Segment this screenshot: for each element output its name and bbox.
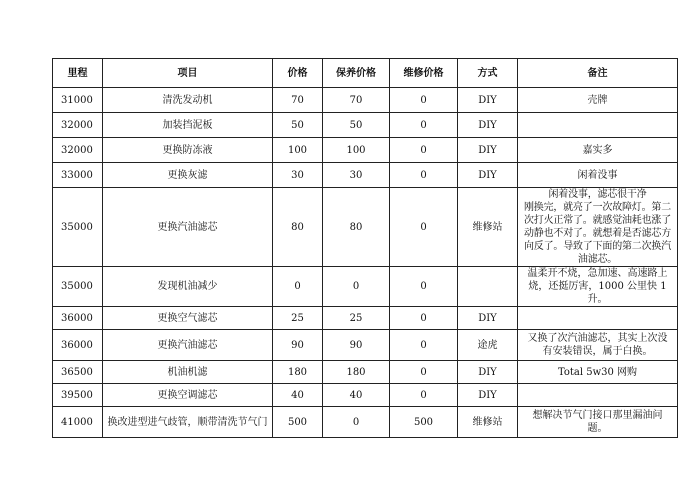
cell-item: 更换空调滤芯 <box>103 384 273 407</box>
cell-item: 发现机油减少 <box>103 267 273 307</box>
cell-repair-price: 0 <box>390 113 458 138</box>
cell-price: 80 <box>273 188 323 267</box>
cell-remark <box>518 307 678 330</box>
cell-price: 100 <box>273 138 323 163</box>
cell-mileage: 36500 <box>53 361 103 384</box>
cell-mileage: 36000 <box>53 307 103 330</box>
cell-mileage: 31000 <box>53 88 103 113</box>
cell-remark <box>518 384 678 407</box>
header-mileage: 里程 <box>53 59 103 88</box>
cell-remark: 嘉实多 <box>518 138 678 163</box>
cell-repair-price: 0 <box>390 188 458 267</box>
cell-price: 30 <box>273 163 323 188</box>
cell-remark: 闲着没事，滤芯很干净 刚换完，就亮了一次故障灯。第二次打火正常了。就感觉油耗也涨了 动静也不对了。就想着是否滤芯方向反了。导致了下面的第二次换汽油滤芯。 <box>518 188 678 267</box>
cell-remark: 又换了次汽油滤芯，其实上次没有安装错误，属于白换。 <box>518 330 678 361</box>
header-item: 项目 <box>103 59 273 88</box>
cell-method: DIY <box>458 113 518 138</box>
cell-price: 25 <box>273 307 323 330</box>
cell-maintenance-price: 0 <box>323 407 390 438</box>
cell-method: 维修站 <box>458 407 518 438</box>
table-row <box>53 407 678 438</box>
cell-price: 180 <box>273 361 323 384</box>
cell-mileage: 35000 <box>53 267 103 307</box>
cell-item: 更换汽油滤芯 <box>103 188 273 267</box>
table-row <box>53 113 678 138</box>
cell-remark: 温柔开不烧，急加速、高速路上烧，还挺厉害，1000 公里快 1 升。 <box>518 267 678 307</box>
cell-repair-price: 0 <box>390 307 458 330</box>
cell-method: DIY <box>458 88 518 113</box>
cell-price: 500 <box>273 407 323 438</box>
cell-remark: 想解决节气门接口那里漏油问题。 <box>518 407 678 438</box>
cell-method: 维修站 <box>458 188 518 267</box>
cell-mileage: 35000 <box>53 188 103 267</box>
table-row <box>53 361 678 384</box>
cell-repair-price: 0 <box>390 361 458 384</box>
cell-repair-price: 0 <box>390 88 458 113</box>
cell-maintenance-price: 100 <box>323 138 390 163</box>
cell-item: 机油机滤 <box>103 361 273 384</box>
table-row <box>53 188 678 267</box>
cell-method: DIY <box>458 163 518 188</box>
cell-item: 换改进型进气歧管，顺带清洗节气门 <box>103 407 273 438</box>
table-row <box>53 330 678 361</box>
cell-maintenance-price: 0 <box>323 267 390 307</box>
cell-item: 更换灰滤 <box>103 163 273 188</box>
cell-price: 70 <box>273 88 323 113</box>
table-row <box>53 307 678 330</box>
cell-repair-price: 0 <box>390 163 458 188</box>
table-row <box>53 267 678 307</box>
table-header-row <box>53 59 678 88</box>
cell-repair-price: 500 <box>390 407 458 438</box>
cell-item: 清洗发动机 <box>103 88 273 113</box>
cell-item: 更换空气滤芯 <box>103 307 273 330</box>
cell-item: 加装挡泥板 <box>103 113 273 138</box>
cell-maintenance-price: 90 <box>323 330 390 361</box>
cell-repair-price: 0 <box>390 138 458 163</box>
cell-repair-price: 0 <box>390 384 458 407</box>
cell-maintenance-price: 50 <box>323 113 390 138</box>
cell-maintenance-price: 30 <box>323 163 390 188</box>
cell-mileage: 33000 <box>53 163 103 188</box>
cell-method: DIY <box>458 138 518 163</box>
maintenance-log-table <box>52 58 678 438</box>
cell-remark <box>518 113 678 138</box>
cell-method: 途虎 <box>458 330 518 361</box>
header-price: 价格 <box>273 59 323 88</box>
header-remark: 备注 <box>518 59 678 88</box>
table-row <box>53 384 678 407</box>
cell-item: 更换防冻液 <box>103 138 273 163</box>
cell-method <box>458 267 518 307</box>
cell-price: 90 <box>273 330 323 361</box>
cell-maintenance-price: 40 <box>323 384 390 407</box>
header-maintenance-price: 保养价格 <box>323 59 390 88</box>
cell-remark: Total 5w30 网购 <box>518 361 678 384</box>
table-row <box>53 138 678 163</box>
cell-price: 40 <box>273 384 323 407</box>
cell-repair-price: 0 <box>390 267 458 307</box>
cell-remark: 壳牌 <box>518 88 678 113</box>
cell-price: 0 <box>273 267 323 307</box>
cell-remark: 闲着没事 <box>518 163 678 188</box>
cell-maintenance-price: 25 <box>323 307 390 330</box>
cell-maintenance-price: 70 <box>323 88 390 113</box>
table-row <box>53 88 678 113</box>
cell-method: DIY <box>458 384 518 407</box>
cell-method: DIY <box>458 307 518 330</box>
table-row <box>53 163 678 188</box>
cell-mileage: 32000 <box>53 138 103 163</box>
cell-price: 50 <box>273 113 323 138</box>
cell-mileage: 36000 <box>53 330 103 361</box>
cell-maintenance-price: 80 <box>323 188 390 267</box>
cell-mileage: 41000 <box>53 407 103 438</box>
cell-repair-price: 0 <box>390 330 458 361</box>
cell-maintenance-price: 180 <box>323 361 390 384</box>
cell-item: 更换汽油滤芯 <box>103 330 273 361</box>
header-repair-price: 维修价格 <box>390 59 458 88</box>
cell-mileage: 39500 <box>53 384 103 407</box>
cell-method: DIY <box>458 361 518 384</box>
cell-mileage: 32000 <box>53 113 103 138</box>
header-method: 方式 <box>458 59 518 88</box>
